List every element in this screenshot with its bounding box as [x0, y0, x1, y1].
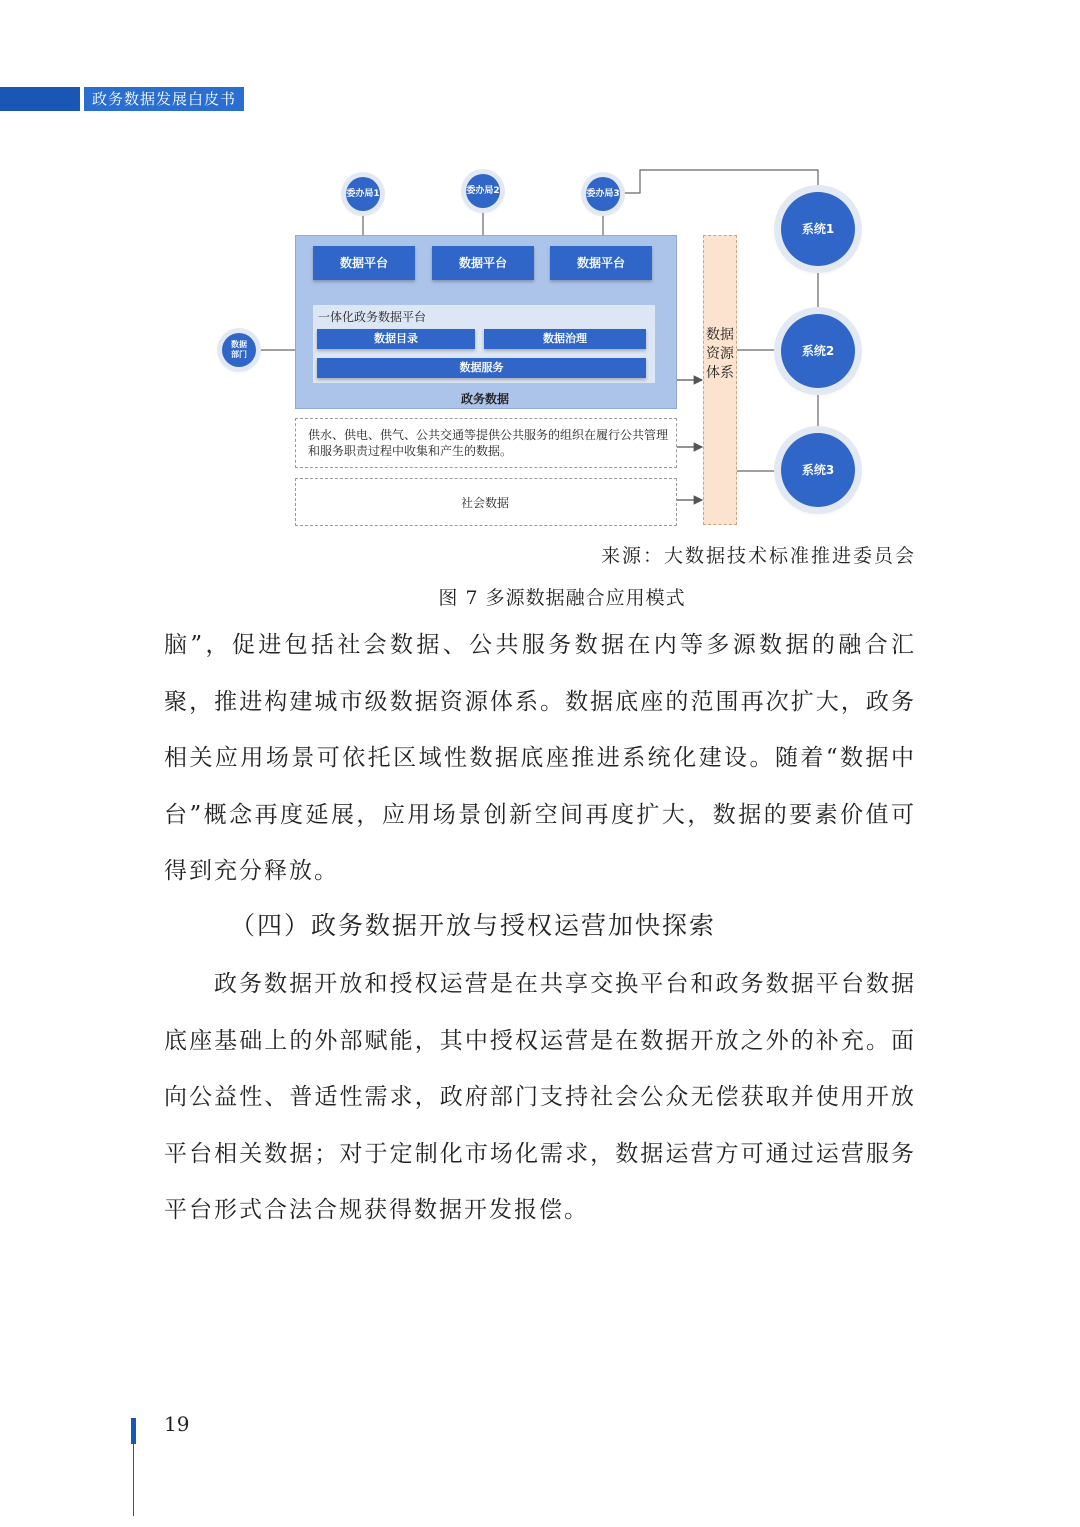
data-department-node [222, 333, 256, 367]
system-1-node: 系统1 [781, 192, 855, 266]
data-platform-1: 数据平台 [313, 246, 415, 280]
integrated-platform-title: 一体化政务数据平台 [318, 310, 427, 324]
body-paragraph-2: 政务数据开放和授权运营是在共享交换平台和政务数据平台数据底座基础上的外部赋能，其中授权运营是在数据开放之外的补充。面向公益性、普适性需求，政府部门支持社会公众无偿获取并使用开放平台相关数据；对于定制化市场化需求，数据运营方可通过运营服务平台形式合法合规获得数据开发报偿。 [164, 971, 916, 1223]
page-marker-bar [131, 1418, 136, 1444]
page-marker-line [133, 1444, 134, 1516]
resource-system-label: 数据资源体系 [706, 327, 734, 381]
committee-3-node: 委办局3 [586, 177, 620, 211]
section-heading: （四）政务数据开放与授权运营加快探索 [230, 911, 717, 940]
committee-2-node: 委办局2 [466, 174, 500, 208]
data-service-box: 数据服务 [317, 358, 646, 378]
page-number: 19 [164, 1412, 190, 1436]
gov-data-label: 政务数据 [460, 392, 509, 406]
multi-source-diagram [0, 160, 1080, 540]
data-governance-box: 数据治理 [484, 329, 646, 349]
data-platform-3: 数据平台 [550, 246, 652, 280]
figure-caption: 图 7 多源数据融合应用模式 [438, 587, 686, 609]
committee-1-node: 委办局1 [346, 177, 380, 211]
system-3-node: 系统3 [781, 433, 855, 507]
data-catalog-box: 数据目录 [317, 329, 475, 349]
body-paragraph-1: 脑”，促进包括社会数据、公共服务数据在内等多源数据的融合汇聚，推进构建城市级数据资源体系。数据底座的范围再次扩大，政务相关应用场景可依托区域性数据底座推进系统化建设。随着“数据中台”概念再度延展，应用场景创新空间再度扩大，数据的要素价值可得到充分释放。 [164, 632, 916, 884]
system-2-node: 系统2 [781, 314, 855, 388]
data-platform-2: 数据平台 [432, 246, 534, 280]
social-data-label: 社会数据 [460, 496, 509, 510]
data-department-label: 数据部门 [231, 340, 247, 359]
header-title: 政务数据发展白皮书 [84, 87, 244, 111]
header-accent-bar [0, 87, 80, 111]
public-service-data-text: 供水、供电、供气、公共交通等提供公共服务的组织在履行公共管理和服务职责过程中收集和产生的数据。 [308, 428, 669, 458]
figure-source: 来源：大数据技术标准推进委员会 [600, 545, 916, 567]
resource-system-bar [703, 235, 737, 525]
